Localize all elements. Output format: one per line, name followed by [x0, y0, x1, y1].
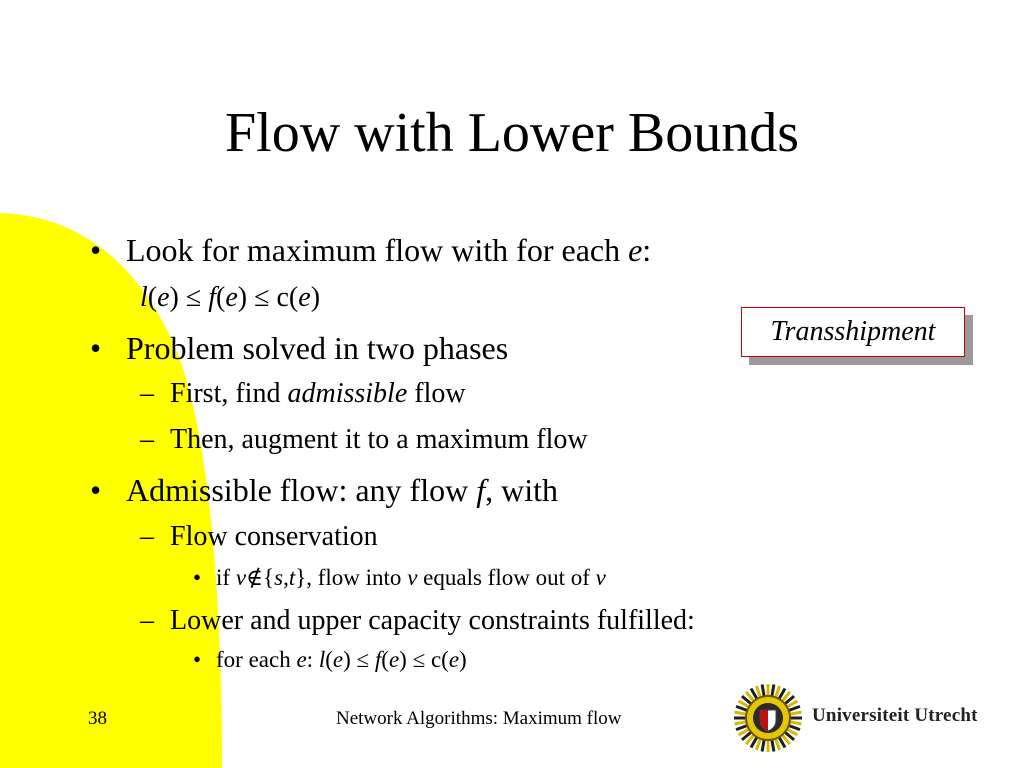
bullet-text: for each e: l(e) ≤ f(e) ≤ c(e)	[216, 647, 467, 672]
bullet-text: Look for maximum flow with for each e:	[126, 232, 652, 268]
slide-number: 38	[88, 708, 107, 729]
bullet-marker: •	[193, 565, 202, 590]
bullet-text: Lower and upper capacity constraints fulfilled:	[170, 605, 695, 636]
bullet-text: Flow conservation	[170, 521, 378, 552]
bullet-marker: •	[90, 232, 102, 268]
bullet-marker: •	[90, 472, 102, 508]
university-name: Universiteit Utrecht	[812, 705, 978, 726]
bullet-text: Problem solved in two phases	[126, 330, 509, 366]
bullet-marker: •	[193, 647, 202, 672]
bullet-text: if v∉{s,t}, flow into v equals flow out of v	[216, 565, 606, 590]
bullet-text: Then, augment it to a maximum flow	[170, 424, 588, 455]
bullet-text: Admissible flow: any flow f, with	[126, 472, 558, 508]
bullet-marker: –	[140, 424, 154, 455]
bullet-marker: •	[90, 330, 102, 366]
bullet-marker: –	[140, 605, 154, 636]
footer-course-title: Network Algorithms: Maximum flow	[336, 708, 622, 729]
bullet-text: First, find admissible flow	[170, 378, 466, 409]
bullet-marker: –	[140, 378, 154, 409]
bullet-marker: –	[140, 521, 154, 552]
transshipment-callout: Transshipment	[741, 307, 965, 357]
university-seal-icon	[733, 683, 803, 753]
bullet-text: l(e) ≤ f(e) ≤ c(e)	[140, 282, 321, 313]
slide-title: Flow with Lower Bounds	[225, 102, 799, 164]
